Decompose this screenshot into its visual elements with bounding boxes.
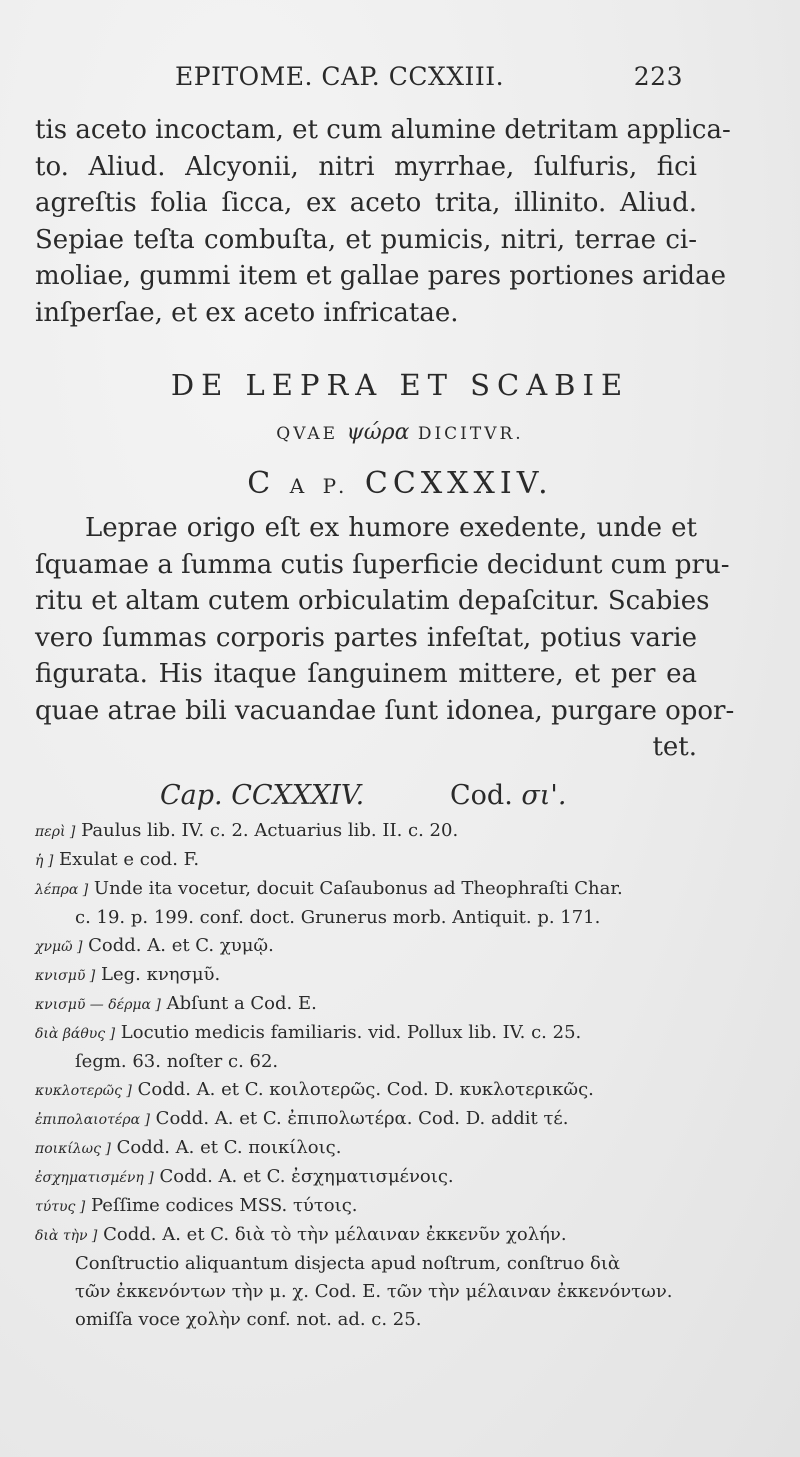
chapter-c: C xyxy=(247,466,276,501)
notes-cod-number: σι'. xyxy=(521,780,567,811)
note-continuation xyxy=(35,1048,690,1076)
text-line: inſperſae, et ex aceto infricatae. xyxy=(35,297,459,328)
note-cont: τῶν ἐκκενόντων τὴν μ. χ. Cod. E. τῶν τὴν μέλαιναν ἐκκενόντων. xyxy=(75,1281,673,1302)
notes-codex xyxy=(450,780,566,811)
text-line: to. Aliud. Alcyonii, nitri myrrhae, ſulfuris, fici xyxy=(35,151,697,182)
note-lemma: διὰ βάθυς ] xyxy=(35,1026,116,1042)
running-head xyxy=(175,62,695,91)
note xyxy=(35,1192,690,1221)
section-title: DE LEPRA ET SCABIE xyxy=(170,368,630,402)
text-line: ſquamae a ſumma cutis ſuperficie decidunt cum pru- xyxy=(35,549,730,580)
note xyxy=(35,1105,690,1134)
note xyxy=(35,1134,690,1163)
chapter-paragraph xyxy=(35,510,735,766)
note-lemma: περὶ ] xyxy=(35,824,76,840)
chapter-number: CCXXXIV. xyxy=(364,466,553,501)
text-line: Sepiae teſta combuſta, et pumicis, nitri, terrae ci- xyxy=(35,224,697,255)
note-lemma: ποικίλως ] xyxy=(35,1141,111,1157)
note-lemma: κυκλοτερῶς ] xyxy=(35,1083,132,1099)
note-continuation xyxy=(35,1250,690,1278)
note xyxy=(35,817,690,846)
note-text: Codd. A. et C. διὰ τὸ τὴν μέλαιναν ἐκκενῦν χολήν. xyxy=(103,1224,567,1245)
text-line: Leprae origo eſt ex humore exedente, unde et xyxy=(85,513,697,543)
note xyxy=(35,1163,690,1192)
notes-heading xyxy=(160,780,600,811)
note xyxy=(35,932,690,961)
note-continuation xyxy=(35,1278,690,1306)
note-lemma: διὰ τὴν ] xyxy=(35,1228,98,1244)
subtitle-post: DICITVR. xyxy=(417,424,524,444)
note-lemma: κνισμῦ — δέρμα ] xyxy=(35,997,161,1013)
note-lemma: κνισμῦ ] xyxy=(35,968,96,984)
note-text: Codd. A. et C. κοιλοτερῶς. Cod. D. κυκλοτερικῶς. xyxy=(137,1079,594,1100)
note-text: Codd. A. et C. ἐσχηματισμένοις. xyxy=(159,1166,454,1187)
note-continuation xyxy=(35,1306,690,1334)
note-text: Exulat e cod. F. xyxy=(59,849,200,870)
note-lemma: ἡ ] xyxy=(35,853,54,869)
note-cont: ſegm. 63. noſter c. 62. xyxy=(75,1051,279,1072)
text-line: vero ſummas corporis partes infeſtat, potius varie xyxy=(35,622,697,653)
note-text: Leg. κνησμῦ. xyxy=(101,964,221,985)
note-lemma: ἐσχηματισμένη ] xyxy=(35,1170,154,1186)
note-cont: Conſtructio aliquantum disjecta apud noſtrum, conſtruo διὰ xyxy=(75,1253,621,1274)
note-lemma: τύτυς ] xyxy=(35,1199,86,1215)
text-line: figurata. His itaque ſanguinem mittere, et per ea xyxy=(35,659,697,689)
note xyxy=(35,1221,690,1250)
note-text: Peſſime codices MSS. τύτοις. xyxy=(91,1195,358,1216)
note-lemma: ἐπιπολαιοτέρα ] xyxy=(35,1112,150,1128)
note-text: Codd. A. et C. ποικίλοις. xyxy=(116,1137,342,1158)
note-text: Unde ita vocetur, docuit Caſaubonus ad Theophraſti Char. xyxy=(93,878,623,899)
note-lemma: λέπρα ] xyxy=(35,882,89,898)
subtitle-greek: ψώρα xyxy=(346,420,410,445)
note xyxy=(35,1076,690,1105)
note-text: Locutio medicis familiaris. vid. Pollux lib. IV. c. 25. xyxy=(120,1022,582,1043)
critical-notes xyxy=(35,817,690,1334)
notes-chapter: Cap. CCXXXIV. xyxy=(160,780,365,811)
note-text: Abſunt a Cod. E. xyxy=(166,993,317,1014)
note xyxy=(35,875,690,904)
note-cont: omiſſa voce χολὴν conf. not. ad. c. 25. xyxy=(75,1309,422,1330)
text-line: tis aceto incoctam, et cum alumine detritam applica- xyxy=(35,115,731,145)
note xyxy=(35,961,690,990)
note xyxy=(35,1019,690,1048)
text-line: ritu et altam cutem orbiculatim depaſcitur. Scabies xyxy=(35,586,710,616)
note xyxy=(35,846,690,875)
chapter-ap: A P. xyxy=(289,474,351,498)
note-text: Paulus lib. IV. c. 2. Actuarius lib. II. c. 20. xyxy=(81,820,459,841)
chapter-heading xyxy=(0,466,800,501)
note-cont: c. 19. p. 199. conf. doct. Grunerus morb. Antiquit. p. 171. xyxy=(75,907,601,928)
text-line: moliae, gummi item et gallae pares portiones aridae xyxy=(35,261,726,291)
text-line-tail: tet. xyxy=(652,732,697,762)
text-line: agreſtis folia ſicca, ex aceto trita, illinito. Aliud. xyxy=(35,188,697,218)
running-title: EPITOME. CAP. CCXXIII. xyxy=(175,62,505,91)
page-number: 223 xyxy=(633,62,683,91)
note-lemma: χνμῶ ] xyxy=(35,939,83,955)
note-continuation xyxy=(35,904,690,932)
note-text: Codd. A. et C. χυμῷ. xyxy=(88,935,274,956)
note xyxy=(35,990,690,1019)
note-text: Codd. A. et C. ἐπιπολωτέρα. Cod. D. addit τέ. xyxy=(155,1108,569,1129)
notes-cod-label: Cod. xyxy=(450,780,513,811)
subtitle-pre: QVAE xyxy=(276,424,339,444)
section-subtitle xyxy=(0,420,800,445)
text-line: quae atrae bili vacuandae ſunt idonea, purgare opor- xyxy=(35,695,735,726)
top-paragraph xyxy=(35,112,731,331)
